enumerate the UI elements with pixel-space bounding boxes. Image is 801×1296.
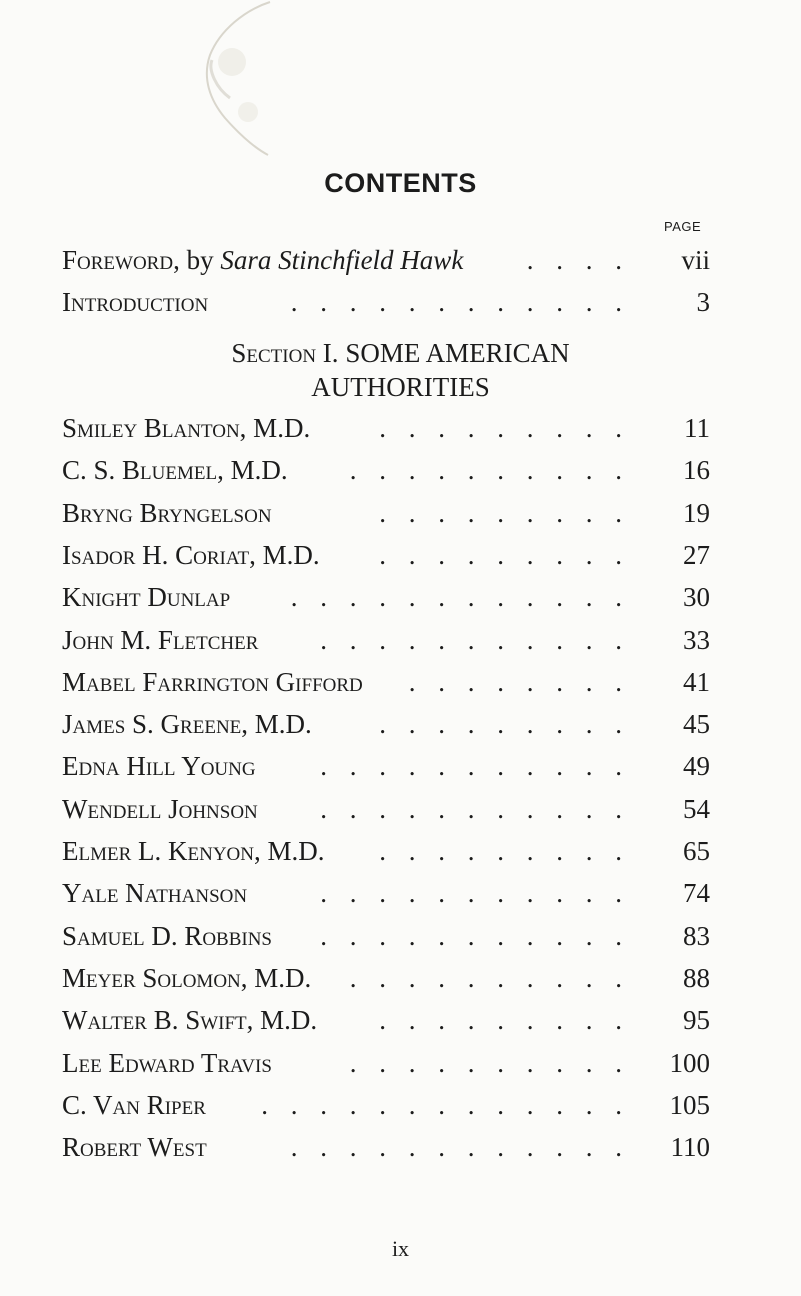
- byline-name: Sara Stinchfield Hawk: [220, 245, 464, 275]
- section-label: Section I.: [231, 338, 339, 368]
- section-title-line2: AUTHORITIES: [311, 372, 490, 402]
- toc-entry-label: Bryng Bryngelson: [62, 497, 272, 528]
- leader-dots: . . . . . . . . . . . . .: [257, 1087, 630, 1123]
- toc-entry-label: Isador H. Coriat, M.D.: [62, 539, 320, 570]
- toc-entry-label: Edna Hill Young: [62, 751, 256, 782]
- toc-entry-label: Mabel Farrington Gifford: [62, 666, 363, 697]
- toc-entry-label: Robert West: [62, 1132, 207, 1163]
- toc-entry[interactable]: [62, 537, 710, 573]
- toc-entry-label: Samuel D. Robbins: [62, 920, 273, 951]
- toc-entry-introduction[interactable]: [62, 284, 710, 320]
- leader-dots: . . . . . . . . . . .: [316, 748, 630, 784]
- page-number: 49: [675, 748, 710, 784]
- page-number: 3: [689, 284, 711, 320]
- foreword-byline: [187, 245, 464, 275]
- leader-dots: . . . . . . . . .: [375, 537, 630, 573]
- toc-entry-label: Lee Edward Travis: [62, 1047, 272, 1078]
- toc-entry-foreword[interactable]: [62, 242, 710, 278]
- page-number: 65: [675, 833, 710, 869]
- page-number: vii: [673, 242, 710, 278]
- leader-dots: . . . . . . . . . . . .: [287, 1129, 630, 1165]
- page-number: 95: [675, 1002, 710, 1038]
- leader-dots: . . . .: [523, 242, 630, 278]
- page-number: 54: [675, 791, 710, 827]
- toc-entry[interactable]: [62, 1002, 710, 1038]
- leader-dots: . . . . . . . . .: [375, 1002, 630, 1038]
- toc-entry-label: Wendell Johnson: [62, 793, 258, 824]
- page-number: 83: [675, 918, 710, 954]
- leader-dots: . . . . . . . .: [405, 664, 630, 700]
- section-title-line1: SOME AMERICAN: [345, 338, 570, 368]
- page-number: 110: [663, 1129, 711, 1165]
- paper-stain: [150, 0, 300, 160]
- toc-entry[interactable]: [62, 875, 710, 911]
- toc-entry-label: Smiley Blanton, M.D.: [62, 413, 311, 443]
- page-number: 33: [675, 622, 710, 658]
- toc-entry-label: C. Van Riper: [62, 1089, 206, 1120]
- toc-entry[interactable]: [62, 579, 710, 615]
- leader-dots: . . . . . . . . . .: [346, 452, 630, 488]
- page-number: 19: [675, 495, 710, 531]
- page-number: 27: [675, 537, 710, 573]
- toc-entry-label: Elmer L. Kenyon, M.D.: [62, 836, 325, 866]
- toc-entry[interactable]: [62, 833, 710, 869]
- page-number: 105: [662, 1087, 711, 1123]
- toc-entry[interactable]: [62, 1045, 710, 1081]
- toc-entry[interactable]: [62, 1087, 710, 1123]
- leader-dots: . . . . . . . . .: [375, 833, 630, 869]
- section-heading: [0, 336, 801, 404]
- leader-dots: . . . . . . . . .: [375, 706, 630, 742]
- toc-entry-label: Introduction: [62, 287, 209, 317]
- page-number: 41: [675, 664, 710, 700]
- leader-dots: . . . . . . . . . . . .: [287, 284, 630, 320]
- page-column-heading: PAGE: [664, 219, 702, 234]
- toc-entry-label: Meyer Solomon, M.D.: [62, 962, 312, 993]
- page-number: 30: [675, 579, 710, 615]
- leader-dots: . . . . . . . . . . .: [316, 918, 630, 954]
- page-number: 74: [675, 875, 710, 911]
- toc-entry[interactable]: [62, 918, 710, 954]
- toc-entry[interactable]: [62, 622, 710, 658]
- leader-dots: . . . . . . . . . . .: [316, 875, 630, 911]
- toc-entry[interactable]: [62, 452, 710, 488]
- leader-dots: . . . . . . . . . . . .: [287, 579, 630, 615]
- page-number: 16: [675, 452, 710, 488]
- leader-dots: . . . . . . . . . . .: [316, 622, 630, 658]
- toc-entry-label: Walter B. Swift, M.D.: [62, 1005, 318, 1036]
- toc-entry-label: James S. Greene, M.D.: [62, 709, 312, 740]
- leader-dots: . . . . . . . . .: [375, 410, 630, 446]
- toc-entry[interactable]: [62, 960, 710, 996]
- page-number: 88: [675, 960, 710, 996]
- toc-entry[interactable]: [62, 791, 710, 827]
- leader-dots: . . . . . . . . . . .: [316, 791, 630, 827]
- contents-title: CONTENTS: [324, 168, 477, 198]
- toc-entry-label: John M. Fletcher: [62, 624, 259, 655]
- page-folio: ix: [391, 1236, 410, 1261]
- page-number: 45: [675, 706, 710, 742]
- toc-entry-label: Yale Nathanson: [62, 878, 248, 909]
- toc-entry[interactable]: [62, 1129, 710, 1165]
- leader-dots: . . . . . . . . . .: [346, 1045, 630, 1081]
- toc-entry[interactable]: [62, 748, 710, 784]
- toc-entry-label: Knight Dunlap: [62, 582, 231, 613]
- toc-entry[interactable]: [62, 495, 710, 531]
- toc-entry-label: Foreword,: [62, 245, 180, 275]
- toc-entry-label: C. S. Bluemel, M.D.: [62, 455, 288, 486]
- byline-prefix: by: [186, 245, 214, 275]
- page-number: 11: [676, 410, 710, 446]
- toc-entry[interactable]: [62, 706, 710, 742]
- leader-dots: . . . . . . . . . .: [346, 960, 630, 996]
- page-number: 100: [662, 1045, 711, 1081]
- leader-dots: . . . . . . . . .: [375, 495, 630, 531]
- toc-entry[interactable]: [62, 664, 710, 700]
- toc-entry[interactable]: [62, 410, 710, 446]
